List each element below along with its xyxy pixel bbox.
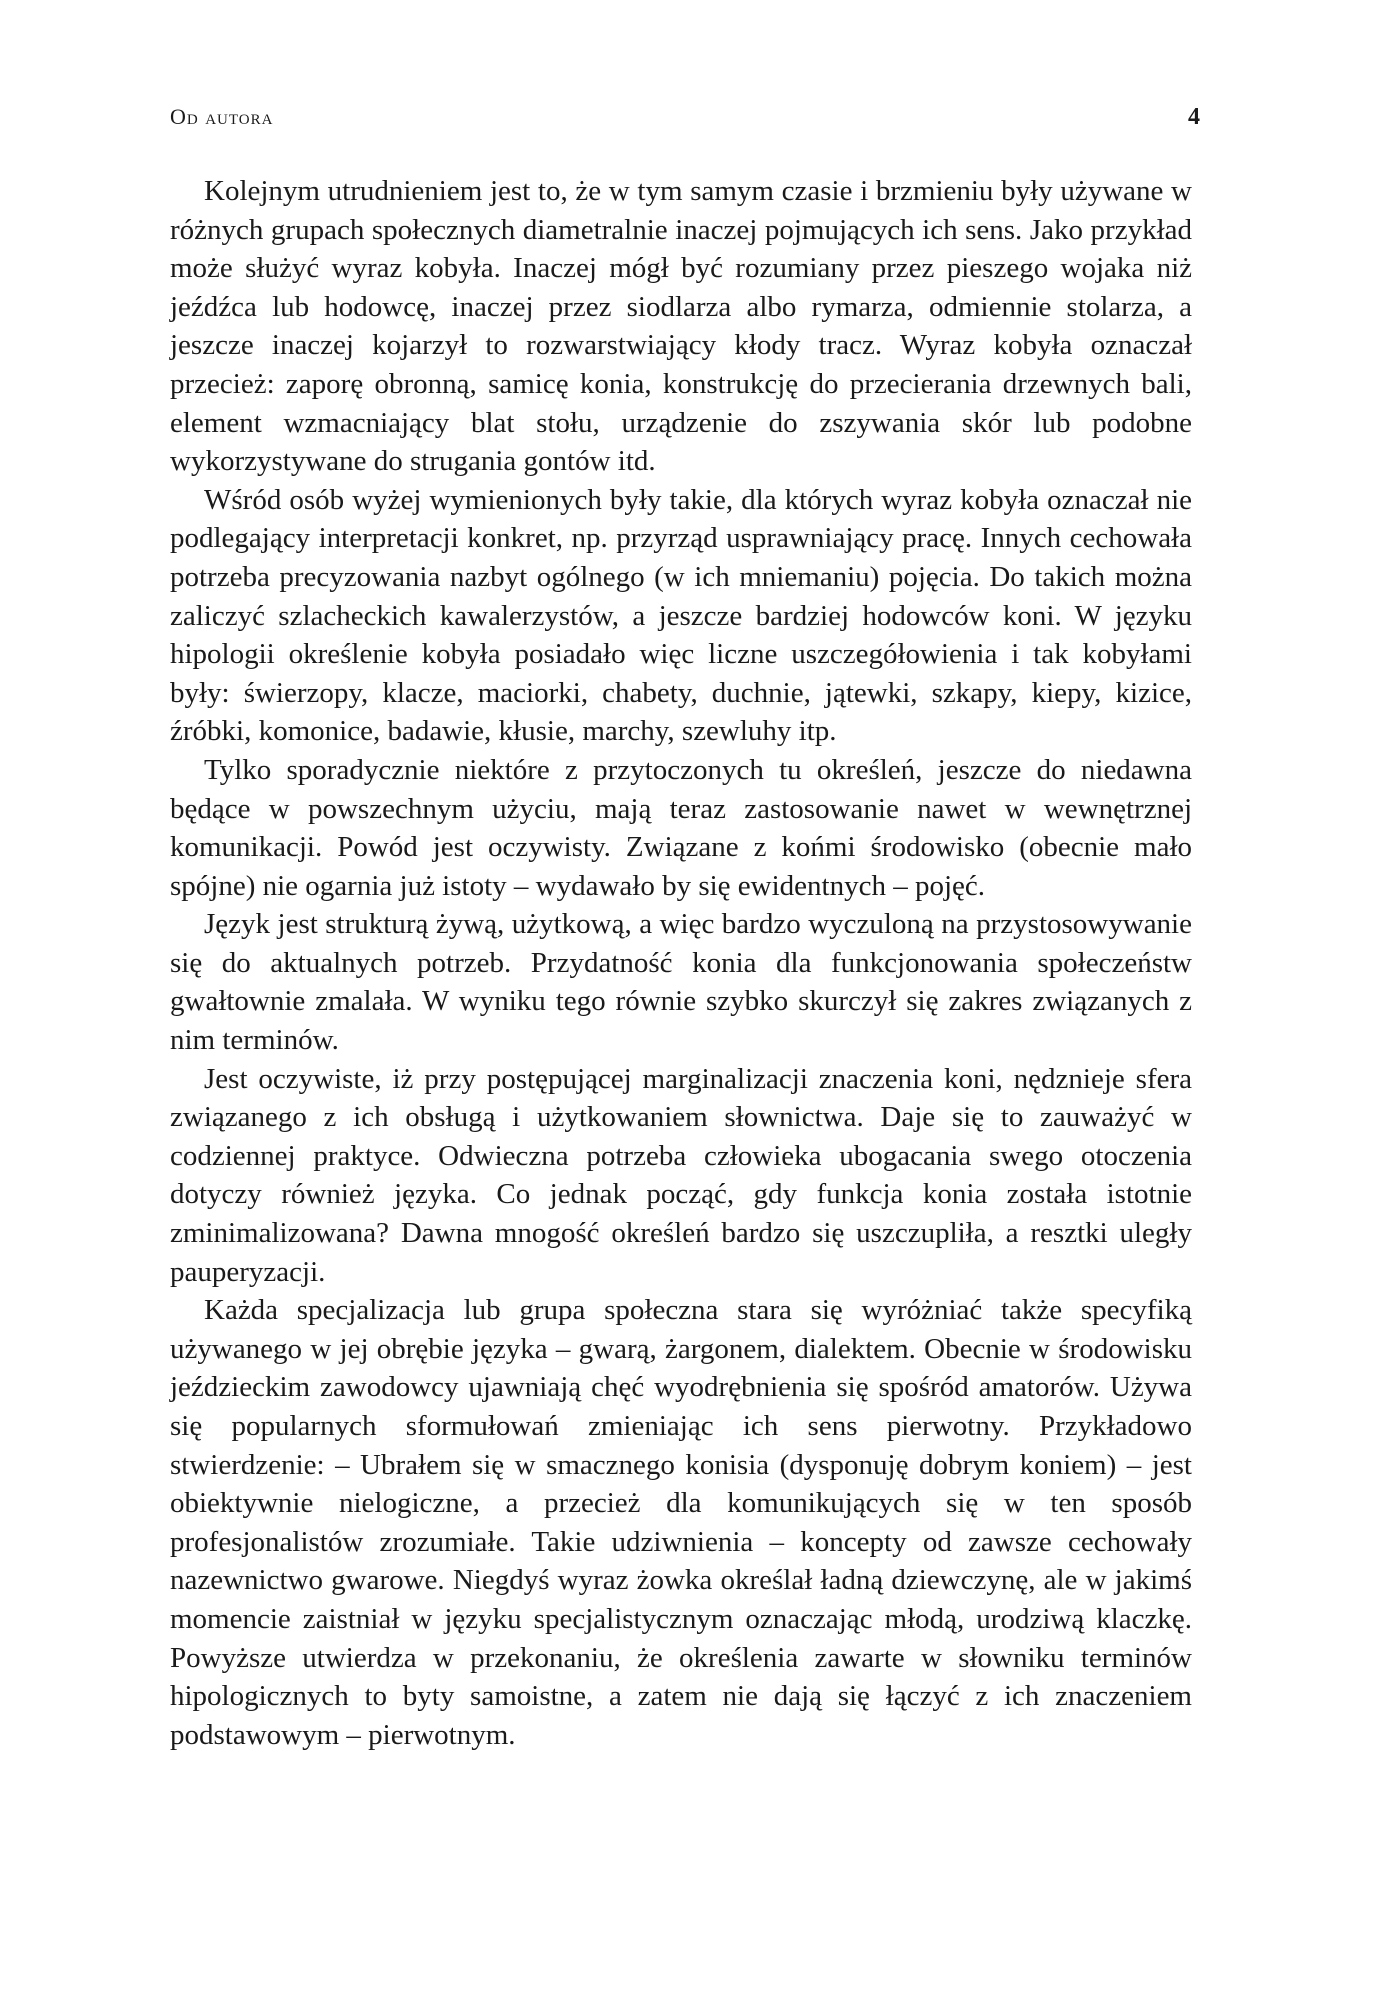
paragraph-5: Jest oczywiste, iż przy postępującej marginalizacji znaczenia koni, nędznieje sfera związanego z ich obsługą i użytkowaniem słownictwa. Daje się to zauważyć w codziennej praktyce. Odwieczna potrzeba człowieka ubogacania swego otoczenia dotyczy również języka. Co jednak począć, gdy funkcja konia została istotnie zminimalizowana? Dawna mnogość określeń bardzo się uszczupliła, a resztki uległy pauperyzacji.	[170, 1062, 1192, 1288]
running-header	[170, 104, 1200, 134]
paragraph-2: Wśród osób wyżej wymienionych były takie, dla których wyraz kobyła oznaczał nie podlegający interpretacji konkret, np. przyrząd usprawniający pracę. Innych cechowała potrzeba precyzowania nazbyt ogólnego (w ich mniemaniu) pojęcia. Do takich można zaliczyć szlacheckich kawalerzystów, a jeszcze bardziej hodowców koni. W języku hipologii określenie kobyła posiadało więc liczne uszczegółowienia i tak kobyłami były: świerzopy, klacze, maciorki, chabety, duchnie, jątewki, szkapy, kiepy, kizice, źróbki, komonice, badawie, kłusie, marchy, szewluhy itp.	[170, 483, 1192, 748]
page-number: 4	[1188, 104, 1200, 130]
paragraph-1: Kolejnym utrudnieniem jest to, że w tym samym czasie i brzmieniu były używane w różnych grupach społecznych diametralnie inaczej pojmujących ich sens. Jako przykład może służyć wyraz kobyła. Inaczej mógł być rozumiany przez pieszego wojaka niż jeźdźca lub hodowcę, inaczej przez siodlarza albo rymarza, odmiennie stolarza, a jeszcze inaczej kojarzył to rozwarstwiający kłody tracz. Wyraz kobyła oznaczał przecież: zaporę obronną, samicę konia, konstrukcję do przecierania drzewnych bali, element wzmacniający blat stołu, urządzenie do zszywania skór lub podobne wykorzystywane do strugania gontów itd.	[170, 175, 1192, 478]
paragraph-3: Tylko sporadycznie niektóre z przytoczonych tu określeń, jeszcze do niedawna będące w powszechnym użyciu, mają teraz zastosowanie nawet w wewnętrznej komunikacji. Powód jest oczywisty. Związane z końmi środowisko (obecnie mało spójne) nie ogarnia już istoty – wydawało by się ewidentnych – pojęć.	[170, 753, 1192, 902]
body-text	[170, 172, 1192, 1754]
running-header-title: Od autora	[170, 104, 274, 129]
paragraph-6: Każda specjalizacja lub grupa społeczna stara się wyróżniać także specyfiką używanego w jej obrębie języka – gwarą, żargonem, dialektem. Obecnie w środowisku jeździeckim zawodowcy ujawniają chęć wyodrębnienia się spośród amatorów. Używa się popularnych sformułowań zmieniając ich sens pierwotny. Przykładowo stwierdzenie: – Ubrałem się w smacznego konisia (dysponuję dobrym koniem) – jest obiektywnie nielogiczne, a przecież dla komunikujących się w ten sposób profesjonalistów zrozumiałe. Takie udziwnienia – koncepty od zawsze cechowały nazewnictwo gwarowe. Niegdyś wyraz żowka określał ładną dziewczynę, ale w jakimś momencie zaistniał w języku specjalistycznym oznaczając młodą, urodziwą klaczkę. Powyższe utwierdza w przekonaniu, że określenia zawarte w słowniku terminów hipologicznych to byty samoistne, a zatem nie dają się łączyć z ich znaczeniem podstawowym – pierwotnym.	[170, 1294, 1192, 1751]
paragraph-4: Język jest strukturą żywą, użytkową, a więc bardzo wyczuloną na przystosowywanie się do aktualnych potrzeb. Przydatność konia dla funkcjonowania społeczeństw gwałtownie zmalała. W wyniku tego równie szybko skurczył się zakres związanych z nim terminów.	[170, 908, 1192, 1057]
